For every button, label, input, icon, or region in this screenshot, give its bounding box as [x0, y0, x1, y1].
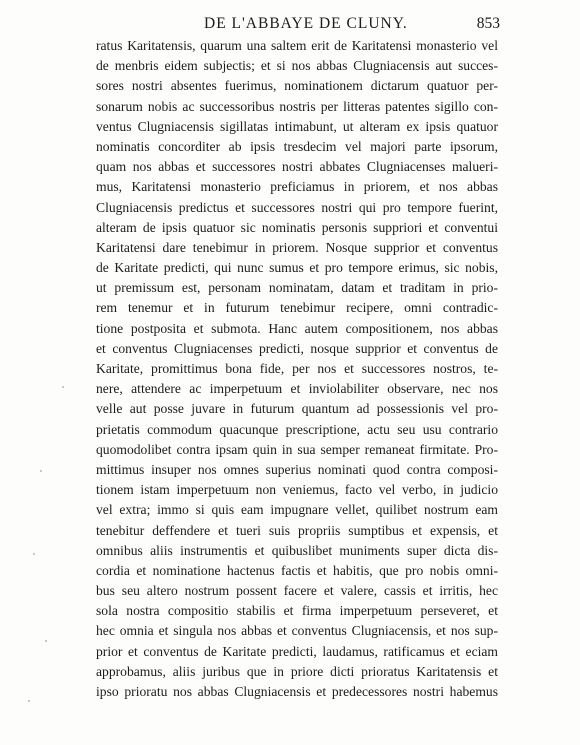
- text-line: rem tenemur et in futurum tenebimur recipere, omni contradic-: [96, 300, 498, 316]
- text-line: cordia et nominatione hactenus factis et habitis, que pro nobis omni-: [96, 562, 498, 578]
- text-line: tenebitur deffendere et tueri suis propriis sumptibus et expensis, et: [96, 522, 498, 538]
- text-line: prietatis commodum quacunque prescriptione, actu seu usu contrario: [96, 421, 498, 437]
- speck: [28, 700, 30, 702]
- text-line: ut premissum est, personam nominatam, datam et traditam in prio-: [96, 280, 498, 296]
- text-line: sola nostra compositio stabilis et firma imperpetuum perseveret, et: [96, 603, 498, 619]
- text-line: de Karitate predicti, qui nunc sumus et pro tempore erimus, sic nobis,: [96, 260, 498, 276]
- page-number: 853: [476, 15, 500, 32]
- text-line: vel extra; immo si quis eam impugnare vellet, quilibet nostrum eam: [96, 502, 498, 518]
- speck: [45, 640, 47, 642]
- text-line: Karitate, promittimus bona fide, per nos et successores nostros, te-: [96, 361, 498, 376]
- speck: [33, 553, 35, 555]
- text-line: tionem istam imperpetuum non veniemus, facto vel verbo, in judicio: [96, 482, 498, 498]
- speck: [40, 470, 42, 472]
- text-line: hec omnia et singula nos abbas et conventus Clugniacensis, et nos sup-: [96, 623, 498, 639]
- page-header: [96, 15, 500, 37]
- text-line: sonarum nobis ac successoribus nostris per litteras patentes sigillo con-: [96, 98, 498, 114]
- text-line: mus, Karitatensi monasterio preficiamus in priorem, et nos abbas: [96, 179, 498, 195]
- text-line: nominatis concorditer ab ipsis tresdecim vel majori parte ipsorum,: [96, 138, 498, 154]
- text-line: sores nostri absentes fuerimus, nominationem dictarum quatuor per-: [96, 78, 498, 94]
- text-line: de menbris eidem subjectis; et si nos abbas Clugniacensis aut succes-: [96, 58, 498, 74]
- text-line: quam nos abbas et successores nostri abbates Clugniacenses malueri-: [96, 159, 498, 175]
- text-line: bus seu altero nostrum possent facere et valere, cassis et irritis, hec: [96, 583, 498, 599]
- text-line: quomodolibet contra ipsam quin in sua semper remaneat firmitate. Pro-: [96, 441, 498, 457]
- text-line: tione postposita et submota. Hanc autem compositionem, nos abbas: [96, 320, 498, 336]
- text-line: Karitatensi dare tenebimur in priorem. Nosque supprior et conventus: [96, 239, 498, 255]
- text-line: mittimus insuper nos omnes superius nominati quod contra composi-: [96, 461, 498, 477]
- text-line: approbamus, aliis juribus que in priore dicti prioratus Karitatensis et: [96, 663, 498, 679]
- text-line: nere, attendere ac imperpetuum et inviolabiliter observare, nec nos: [96, 381, 498, 397]
- text-line: omnibus aliis instrumentis et quibuslibet muniments super dicta dis-: [96, 542, 498, 558]
- speck: [62, 386, 64, 388]
- text-line: Clugniacensis predictus et successores nostri qui pro tempore fuerint,: [96, 199, 498, 215]
- text-line: alteram de ipsis quatuor sic nominatis personis suppriori et conventui: [96, 219, 498, 235]
- body-text: [96, 36, 498, 702]
- text-line: prior et conventus de Karitate predicti, laudamus, ratificamus et eciam: [96, 643, 498, 659]
- text-line: ventus Clugniacensis sigillatas intimabunt, ut alteram ex ipsis quatuor: [96, 118, 498, 134]
- text-line: et conventus Clugniacenses predicti, nosque supprior et conventus de: [96, 340, 498, 356]
- text-line: ipso prioratu nos abbas Clugniacensis et predecessores nostri habemus: [96, 684, 498, 699]
- text-line: velle aut posse juvare in futurum quantum ad possessionis vel pro-: [96, 401, 498, 417]
- text-line: ratus Karitatensis, quarum una saltem erit de Karitatensi monasterio vel: [96, 38, 498, 53]
- running-title: DE L'ABBAYE DE CLUNY.: [204, 15, 408, 32]
